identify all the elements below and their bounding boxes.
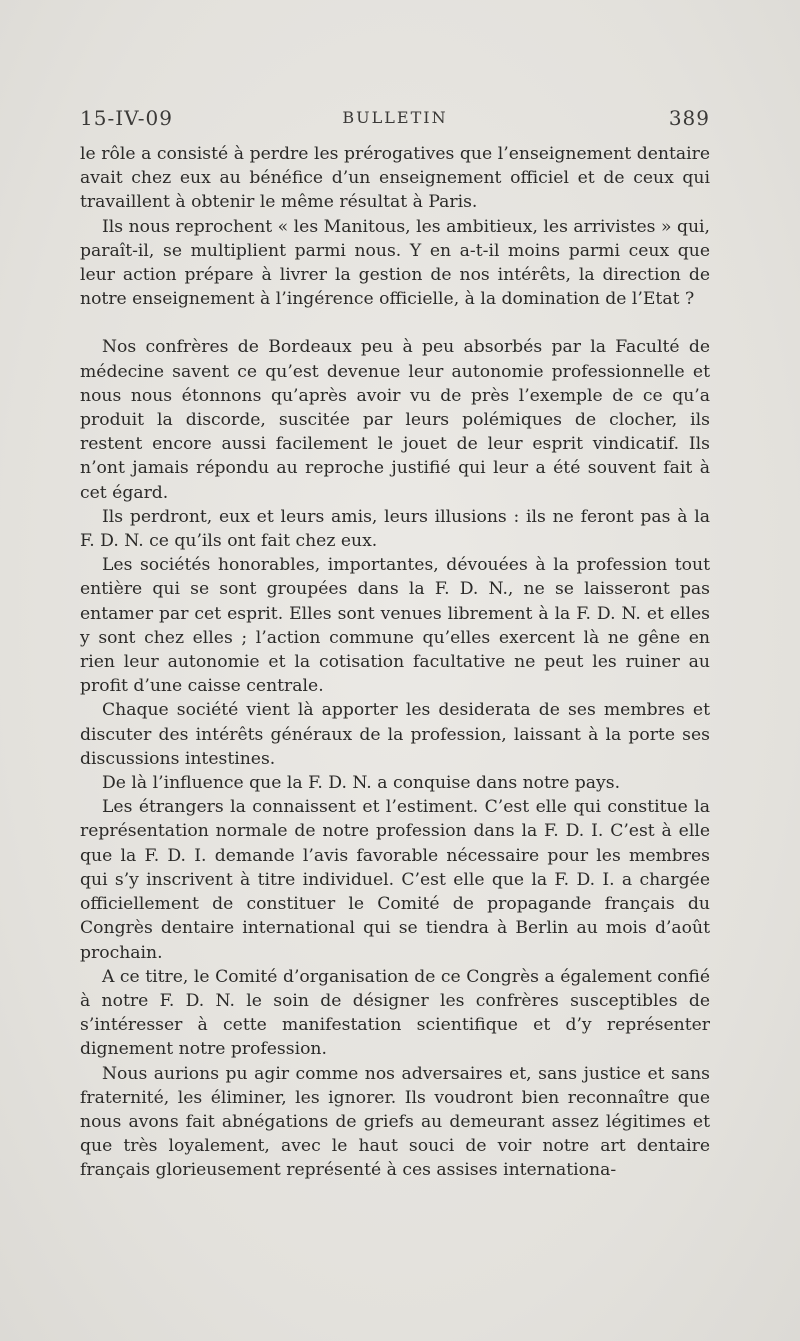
paragraph: Chaque société vient là apporter les desiderata de ses membres et discuter des intérêts généraux de la profession, laissant à la porte ses discussions intestines. — [80, 700, 710, 769]
header-date: 15-IV-09 — [80, 106, 173, 130]
paragraph-continuation: le rôle a consisté à perdre les prérogatives que l’enseignement dentaire avait chez eux au bénéfice d’un enseignement officiel et de ceux qui travaillent à obtenir le même résultat à Paris. — [80, 144, 710, 213]
paragraph: Nos confrères de Bordeaux peu à peu absorbés par la Faculté de médecine savent ce qu’est devenue leur autonomie professionnelle et nous nous étonnons qu’après avoir vu de près l’exemple de ce qu’a produit la discorde, suscitée par leurs polémiques de clocher, ils restent encore aussi facilement le jouet de leur esprit vindicatif. Ils n’ont jamais répondu au reproche justifié qui leur a été souvent fait à cet égard. — [80, 337, 710, 503]
paragraph: Ils perdront, eux et leurs amis, leurs illusions : ils ne feront pas à la F. D. N. ce qu’ils ont fait chez eux. — [80, 506, 710, 552]
page-number: 389 — [668, 106, 710, 130]
header-title: BULLETIN — [342, 108, 448, 127]
paragraph: Ils nous reprochent « les Manitous, les ambitieux, les arrivistes » qui, paraît-il, se multiplient parmi nous. Y en a-t-il moins parmi ceux que leur action prépare à livrer la gestion de nos intérêts, la direction de notre enseignement à l’ingérence officielle, à la domination de l’Etat ? — [80, 216, 710, 310]
paragraph: Les étrangers la connaissent et l’estiment. C’est elle qui constitue la représentation normale de notre profession dans la F. D. I. C’est à elle que la F. D. I. demande l’avis favorable nécessaire pour les membres qui s’y inscrivent à titre individuel. C’est elle que la F. D. I. a chargée officiellement de constituer le Comité de propagande français du Congrès dentaire international qui se tiendra à Berlin au mois d’août prochain. — [80, 797, 710, 963]
running-header — [80, 106, 710, 136]
paragraph: Nous aurions pu agir comme nos adversaires et, sans justice et sans fraternité, les éliminer, les ignorer. Ils voudront bien reconnaître que nous avons fait abnégations de griefs au demeurant assez légitimes et que très loyalement, avec le haut souci de voir notre art dentaire français glorieusement représenté à ces assises internationa- — [80, 1063, 710, 1181]
paragraph: De là l’influence que la F. D. N. a conquise dans notre pays. — [102, 773, 621, 794]
paragraph: A ce titre, le Comité d’organisation de ce Congrès a également confié à notre F. D. N. le soin de désigner les confrères susceptibles de s’intéresser à cette manifestation scientifique et d’y représenter dignement notre profession. — [80, 966, 710, 1060]
body-text — [80, 142, 710, 1183]
paragraph: Les sociétés honorables, importantes, dévouées à la profession tout entière qui se sont groupées dans la F. D. N., ne se laisseront pas entamer par cet esprit. Elles sont venues librement à la F. D. N. et elles y sont chez elles ; l’action commune qu’elles exercent là ne gêne en rien leur autonomie et la cotisation facultative ne peut les ruiner au profit d’une caisse centrale. — [80, 555, 710, 697]
